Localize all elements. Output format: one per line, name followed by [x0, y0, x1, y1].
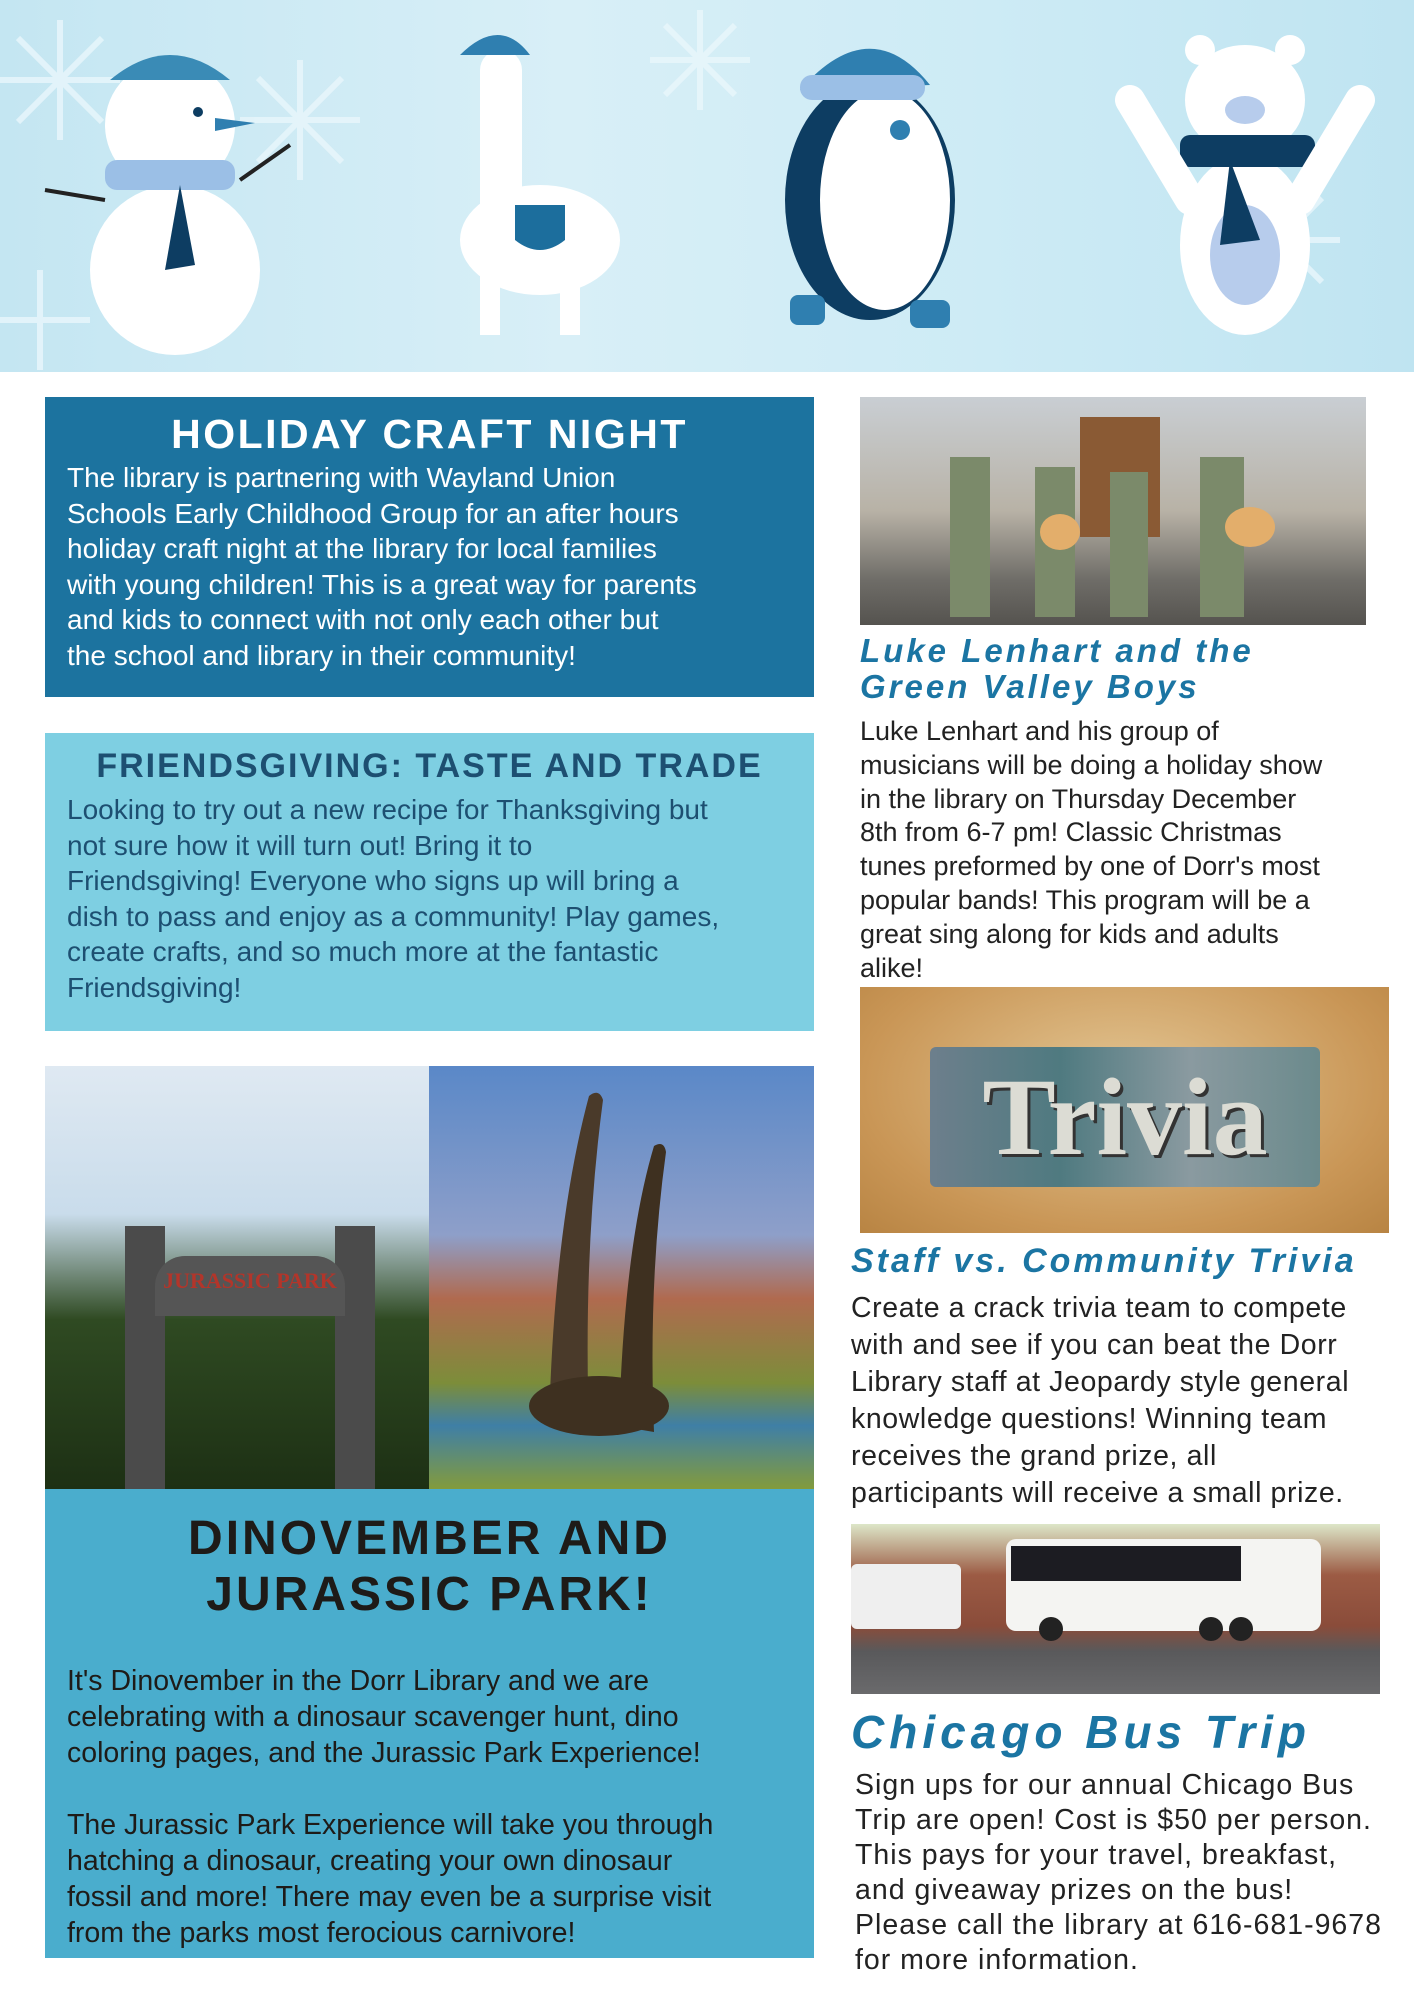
bus-photo — [851, 1524, 1380, 1694]
winter-animals-banner — [0, 0, 1414, 372]
band-photo — [860, 397, 1366, 625]
trivia-photo — [860, 987, 1389, 1233]
friendsgiving-title: FRIENDSGIVING: TASTE AND TRADE — [96, 747, 763, 785]
jurassic-park-gate-photo — [45, 1066, 429, 1489]
penguin-icon — [785, 49, 955, 328]
dinosaurs-photo — [429, 1066, 814, 1489]
polar-bear-icon — [1130, 35, 1360, 335]
bus-trip-description: Sign ups for our annual Chicago Bus Trip are open! Cost is $50 per person. This pays for your travel, breakfast, and giveaway prizes on the bus! Please call the library at 616-681-9678 for more information. — [855, 1769, 1382, 1976]
holiday-craft-description: The library is partnering with Wayland Union Schools Early Childhood Group for an after hours holiday craft night at the library for local families with young children! This is a great way for parents and kids to connect with not only each other but the school and library in their community! — [67, 462, 697, 671]
jurassic-park-sign: JURASSIC PARK — [155, 1256, 345, 1316]
band-description: Luke Lenhart and his group of musicians will be doing a holiday show in the library on Thursday December 8th from 6-7 pm! Classic Christmas tunes preformed by one of Dorr's most popular bands! This program will be a great sing along for kids and adults alike! — [860, 716, 1323, 983]
friendsgiving-section — [45, 733, 814, 1031]
band-title: Luke Lenhart and the Green Valley Boys — [860, 632, 1254, 705]
dinovember-title: DINOVEMBER AND JURASSIC PARK! — [188, 1512, 671, 1621]
llama-icon — [460, 35, 620, 335]
trivia-letterpress-word: Trivia — [930, 1047, 1320, 1187]
holiday-craft-night-section — [45, 397, 814, 697]
dinovember-paragraph-2: The Jurassic Park Experience will take you through hatching a dinosaur, creating your own dinosaur fossil and more! There may even be a surprise visit from the parks most ferocious carnivore! — [67, 1809, 714, 1949]
trivia-title: Staff vs. Community Trivia — [851, 1242, 1357, 1280]
friendsgiving-description: Looking to try out a new recipe for Thanksgiving but not sure how it will turn out! Bring it to Friendsgiving! Everyone who signs up will bring a dish to pass and enjoy as a community! Play games, create crafts, and so much more at the fantastic Friendsgiving! — [67, 794, 720, 1003]
dinovember-paragraph-1: It's Dinovember in the Dorr Library and we are celebrating with a dinosaur scavenger hunt, dino coloring pages, and the Jurassic Park Experience! — [67, 1665, 701, 1769]
dinovember-section — [45, 1489, 814, 1958]
holiday-craft-title: HOLIDAY CRAFT NIGHT — [171, 411, 688, 457]
trivia-description: Create a crack trivia team to compete with and see if you can beat the Dorr Library staff at Jeopardy style general knowledge questions! Winning team receives the grand prize, all participants will receive a small prize. — [851, 1292, 1350, 1509]
winter-characters-illustration — [0, 0, 1414, 372]
jurassic-images — [45, 1066, 814, 1489]
bus-trip-title: Chicago Bus Trip — [851, 1706, 1311, 1758]
